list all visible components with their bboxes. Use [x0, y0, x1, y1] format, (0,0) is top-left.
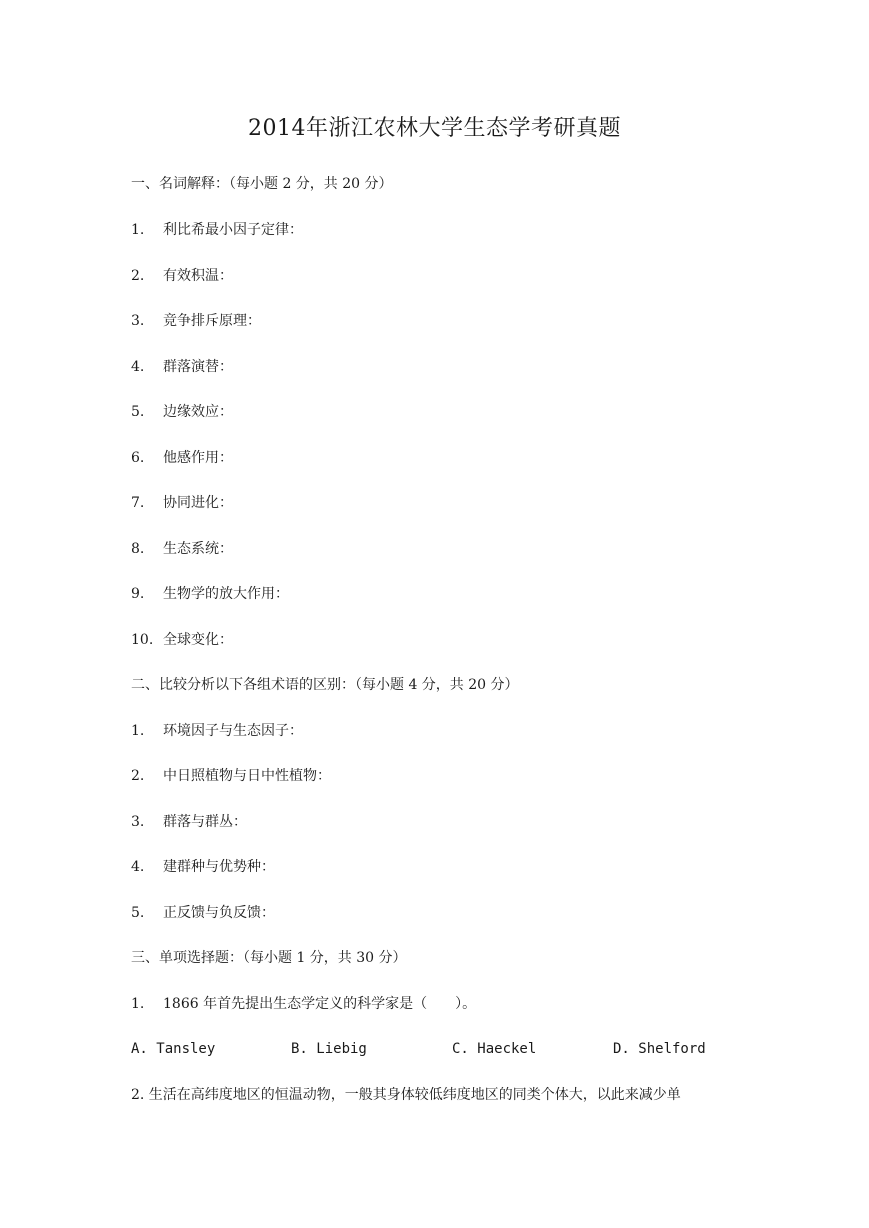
item-number: 7.	[131, 495, 145, 511]
item-text: 生物学的放大作用：	[163, 586, 289, 602]
item-number: 5.	[131, 905, 145, 921]
list-item	[131, 857, 275, 877]
question-2: 2. 生活在高纬度地区的恒温动物，一般其身体较低纬度地区的同类个体大，以此来减少单	[131, 1087, 681, 1103]
section-heading-3: 三、单项选择题：（每小题 1 分，共 30 分）	[131, 950, 407, 966]
list-item	[131, 493, 233, 513]
item-number: 4.	[131, 359, 145, 375]
list-item	[131, 357, 233, 377]
item-text: 利比希最小因子定律：	[163, 222, 303, 238]
item-text: 建群种与优势种：	[163, 859, 275, 875]
item-text: 协同进化：	[163, 495, 233, 511]
item-number: 10.	[131, 632, 154, 648]
list-item	[131, 311, 261, 331]
item-text: 生态系统：	[163, 541, 233, 557]
item-text: 全球变化：	[163, 632, 233, 648]
item-number: 2.	[131, 268, 145, 284]
item-text: 他感作用：	[163, 450, 233, 466]
list-item	[131, 766, 331, 786]
question-text: 1866 年首先提出生态学定义的科学家是（ ）。	[163, 996, 477, 1012]
list-item	[131, 721, 303, 741]
list-item	[131, 402, 233, 422]
item-number: 4.	[131, 859, 145, 875]
item-number: 5.	[131, 404, 145, 420]
item-number: 3.	[131, 814, 145, 830]
item-text: 群落演替：	[163, 359, 233, 375]
item-text: 群落与群丛：	[163, 814, 247, 830]
option-a: A. Tansley	[131, 1041, 216, 1057]
document-title: 2014年浙江农林大学生态学考研真题	[248, 116, 621, 141]
question-1	[131, 994, 476, 1014]
option-d: D. Shelford	[613, 1041, 706, 1057]
list-item	[131, 220, 303, 240]
item-number: 3.	[131, 313, 145, 329]
item-text: 竞争排斥原理：	[163, 313, 261, 329]
list-item	[131, 903, 275, 923]
item-number: 1.	[131, 222, 145, 238]
list-item	[131, 266, 233, 286]
item-text: 正反馈与负反馈：	[163, 905, 275, 921]
list-item	[131, 812, 247, 832]
item-text: 中日照植物与日中性植物：	[163, 768, 331, 784]
item-text: 环境因子与生态因子：	[163, 723, 303, 739]
section-heading-2: 二、比较分析以下各组术语的区别：（每小题 4 分，共 20 分）	[131, 677, 519, 693]
item-number: 2.	[131, 768, 145, 784]
item-number: 9.	[131, 586, 145, 602]
option-b: B. Liebig	[291, 1041, 367, 1057]
list-item	[131, 630, 233, 650]
item-number: 6.	[131, 450, 145, 466]
option-c: C. Haeckel	[452, 1041, 537, 1057]
item-number: 8.	[131, 541, 145, 557]
list-item	[131, 448, 233, 468]
item-number: 1.	[131, 996, 145, 1012]
section-heading-1: 一、名词解释：（每小题 2 分，共 20 分）	[131, 176, 393, 192]
item-text: 边缘效应：	[163, 404, 233, 420]
list-item	[131, 539, 233, 559]
list-item	[131, 584, 289, 604]
item-number: 1.	[131, 723, 145, 739]
item-text: 有效积温：	[163, 268, 233, 284]
